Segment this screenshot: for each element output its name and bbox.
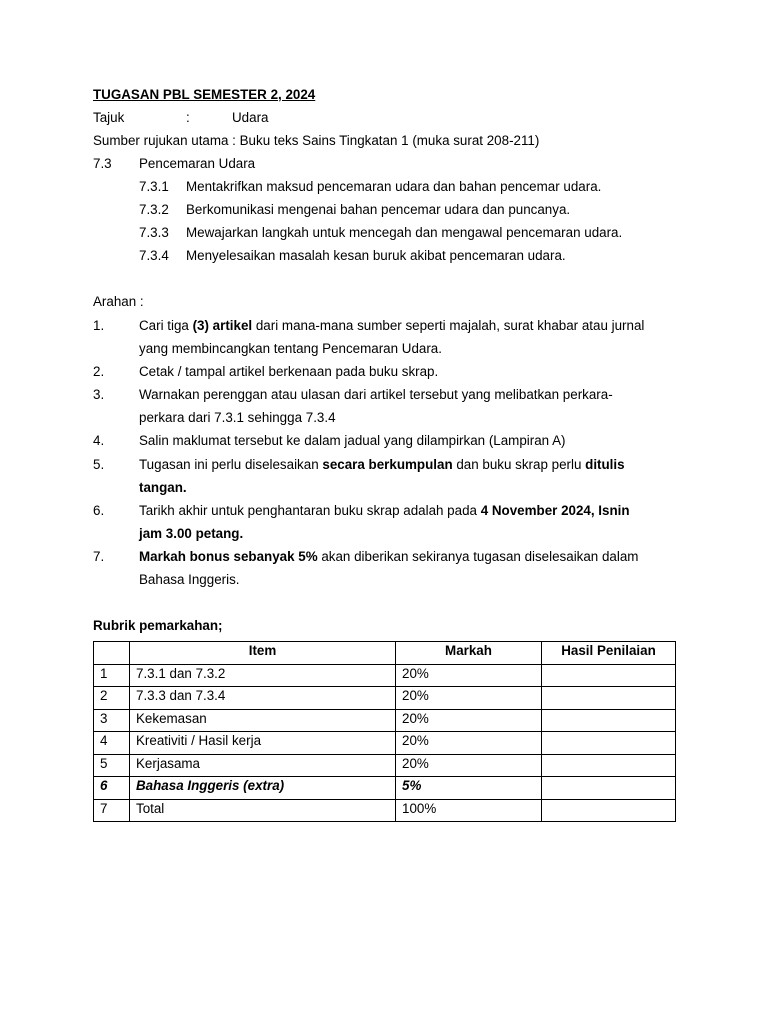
topic-number: 7.3 bbox=[93, 156, 112, 171]
arahan-item-text: Cetak / tampal artikel berkenaan pada buku skrap. bbox=[139, 364, 439, 379]
table-row-bonus bbox=[94, 777, 676, 800]
arahan-item-text-cont: yang membincangkan tentang Pencemaran Udara. bbox=[139, 341, 442, 356]
arahan-item-text: Markah bonus sebanyak 5% akan diberikan sekiranya tugasan diselesaikan dalam bbox=[139, 549, 639, 564]
cell-number: 7 bbox=[94, 799, 130, 822]
cell-hasil bbox=[542, 664, 676, 687]
table-header-row bbox=[94, 642, 676, 665]
arahan-item-number: 4. bbox=[93, 433, 105, 448]
arahan-item-text-cont: Bahasa Inggeris. bbox=[139, 572, 240, 587]
subtopic-text: Berkomunikasi mengenai bahan pencemar udara dan puncanya. bbox=[186, 202, 571, 217]
tajuk-separator: : bbox=[186, 110, 190, 125]
cell-item: Kreativiti / Hasil kerja bbox=[130, 732, 396, 755]
cell-number: 5 bbox=[94, 754, 130, 777]
cell-markah: 20% bbox=[396, 754, 542, 777]
cell-markah: 20% bbox=[396, 732, 542, 755]
arahan-item-text: Tarikh akhir untuk penghantaran buku skrap adalah pada 4 November 2024, Isnin bbox=[139, 503, 630, 518]
cell-hasil bbox=[542, 777, 676, 800]
doc-title: TUGASAN PBL SEMESTER 2, 2024 bbox=[93, 87, 316, 102]
arahan-item-text: Salin maklumat tersebut ke dalam jadual yang dilampirkan (Lampiran A) bbox=[139, 433, 566, 448]
table-row bbox=[94, 754, 676, 777]
arahan-item-text-cont: jam 3.00 petang. bbox=[139, 526, 244, 541]
subtopic-number: 7.3.3 bbox=[139, 225, 169, 240]
table-row bbox=[94, 687, 676, 710]
header-cell-markah: Markah bbox=[396, 642, 542, 665]
arahan-item-number: 6. bbox=[93, 503, 105, 518]
cell-number: 3 bbox=[94, 709, 130, 732]
arahan-item-text-cont: tangan. bbox=[139, 480, 187, 495]
cell-number: 1 bbox=[94, 664, 130, 687]
subtopic-number: 7.3.4 bbox=[139, 248, 169, 263]
cell-hasil bbox=[542, 687, 676, 710]
topic-title: Pencemaran Udara bbox=[139, 156, 256, 171]
table-row bbox=[94, 664, 676, 687]
arahan-item-number: 3. bbox=[93, 387, 105, 402]
arahan-item-number: 1. bbox=[93, 318, 105, 333]
cell-item: Bahasa Inggeris (extra) bbox=[130, 777, 396, 800]
cell-item: Kerjasama bbox=[130, 754, 396, 777]
header-cell-item: Item bbox=[130, 642, 396, 665]
cell-item: Kekemasan bbox=[130, 709, 396, 732]
cell-number: 6 bbox=[94, 777, 130, 800]
cell-item: Total bbox=[130, 799, 396, 822]
arahan-item-text-cont: perkara dari 7.3.1 sehingga 7.3.4 bbox=[139, 410, 336, 425]
table-row bbox=[94, 709, 676, 732]
cell-markah: 20% bbox=[396, 664, 542, 687]
rubrik-table bbox=[93, 641, 676, 822]
subtopic-number: 7.3.2 bbox=[139, 202, 169, 217]
arahan-item-number: 5. bbox=[93, 457, 105, 472]
cell-hasil bbox=[542, 799, 676, 822]
cell-markah: 20% bbox=[396, 687, 542, 710]
subtopic-text: Mentakrifkan maksud pencemaran udara dan bahan pencemar udara. bbox=[186, 179, 602, 194]
arahan-item-text: Cari tiga (3) artikel dari mana-mana sumber seperti majalah, surat khabar atau jurnal bbox=[139, 318, 645, 333]
sumber-rujukan: Sumber rujukan utama : Buku teks Sains Tingkatan 1 (muka surat 208-211) bbox=[93, 133, 540, 148]
cell-hasil bbox=[542, 754, 676, 777]
cell-item: 7.3.3 dan 7.3.4 bbox=[130, 687, 396, 710]
arahan-item-number: 2. bbox=[93, 364, 105, 379]
cell-item: 7.3.1 dan 7.3.2 bbox=[130, 664, 396, 687]
subtopic-text: Menyelesaikan masalah kesan buruk akibat pencemaran udara. bbox=[186, 248, 566, 263]
arahan-item-text: Warnakan perenggan atau ulasan dari artikel tersebut yang melibatkan perkara- bbox=[139, 387, 613, 402]
cell-hasil bbox=[542, 709, 676, 732]
header-cell-number bbox=[94, 642, 130, 665]
cell-markah: 5% bbox=[396, 777, 542, 800]
subtopic-text: Mewajarkan langkah untuk mencegah dan mengawal pencemaran udara. bbox=[186, 225, 623, 240]
tajuk-value: Udara bbox=[232, 110, 269, 125]
cell-number: 2 bbox=[94, 687, 130, 710]
arahan-label: Arahan : bbox=[93, 294, 144, 309]
header-cell-hasil: Hasil Penilaian bbox=[542, 642, 676, 665]
arahan-item-number: 7. bbox=[93, 549, 105, 564]
subtopic-number: 7.3.1 bbox=[139, 179, 169, 194]
cell-hasil bbox=[542, 732, 676, 755]
cell-markah: 100% bbox=[396, 799, 542, 822]
cell-number: 4 bbox=[94, 732, 130, 755]
tajuk-label: Tajuk bbox=[93, 110, 125, 125]
cell-markah: 20% bbox=[396, 709, 542, 732]
arahan-item-text: Tugasan ini perlu diselesaikan secara berkumpulan dan buku skrap perlu ditulis bbox=[139, 457, 625, 472]
table-row-total bbox=[94, 799, 676, 822]
table-row bbox=[94, 732, 676, 755]
rubrik-label: Rubrik pemarkahan; bbox=[93, 618, 223, 633]
